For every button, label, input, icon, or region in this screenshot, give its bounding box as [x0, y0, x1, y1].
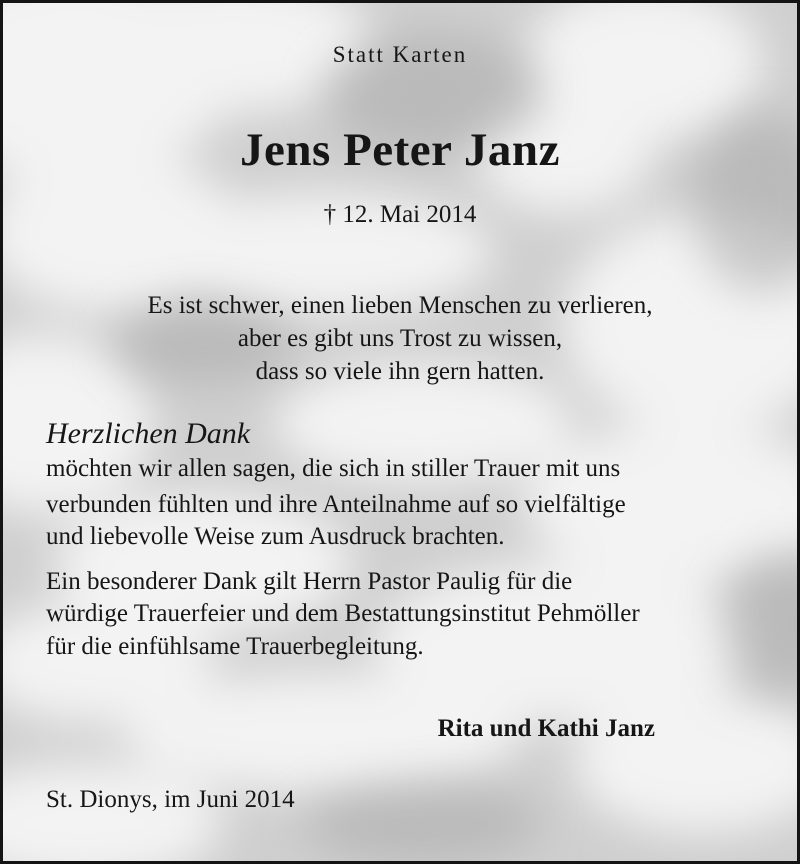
deceased-name: Jens Peter Janz	[240, 124, 560, 176]
quote-line-3: dass so viele ihn gern hatten.	[255, 358, 545, 385]
quote-line-2: aber es gibt uns Trost zu wissen,	[237, 325, 563, 352]
signature: Rita und Kathi Janz	[437, 715, 655, 742]
thanks-line-3: und liebevolle Weise zum Ausdruck brachten.	[46, 523, 505, 550]
thanks-line-4: Ein besonderer Dank gilt Herrn Pastor Paulig für die	[46, 568, 573, 595]
death-date: † 12. Mai 2014	[323, 201, 477, 228]
thanks-line-2: verbunden fühlten und ihre Anteilnahme auf so vielfältige	[46, 491, 626, 518]
thanks-line-6: für die einfühlsame Trauerbegleitung.	[46, 633, 424, 660]
kicker: Statt Karten	[332, 42, 468, 67]
quote-line-1: Es ist schwer, einen lieben Menschen zu verlieren,	[147, 292, 653, 319]
thanks-title: Herzlichen Dank	[46, 417, 251, 450]
thanks-line-1: möchten wir allen sagen, die sich in stiller Trauer mit uns	[46, 455, 621, 482]
place-date: St. Dionys, im Juni 2014	[46, 786, 295, 813]
thanks-line-5: würdige Trauerfeier und dem Bestattungsinstitut Pehmöller	[46, 600, 640, 627]
